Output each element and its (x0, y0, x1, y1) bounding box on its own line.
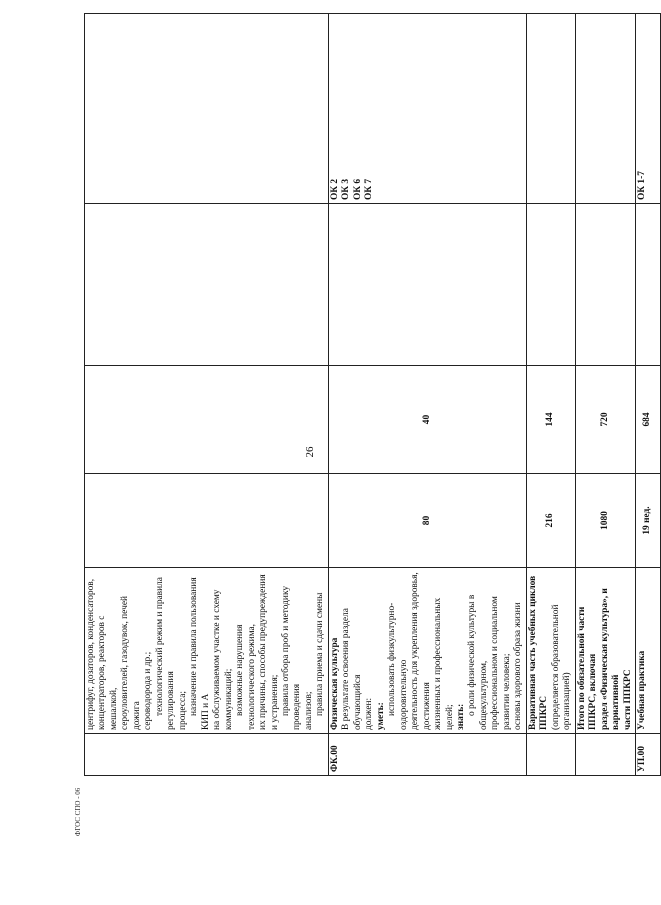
competencies-cell (85, 14, 329, 204)
table-row (636, 14, 661, 776)
page-number: 26 (304, 446, 316, 458)
index-cell (85, 734, 329, 776)
description-line: жизненных и профессиональных целей; (433, 597, 455, 730)
footer-mark: ФГОС СПО - 06 (74, 787, 82, 837)
competency-code: ОК 2 (329, 178, 340, 200)
description-line: (определяется образовательной организацией) (550, 604, 573, 730)
description-line: Учебная практика (637, 650, 648, 730)
description-line: сероводорода и др.; (143, 651, 154, 730)
description-line: профессиональном и социальном развитии человека; (490, 596, 512, 730)
description-cell (575, 568, 635, 734)
competencies-cell (526, 14, 575, 204)
max-hours-cell: 1080 (575, 474, 635, 568)
competency-code: ОК 6 (352, 178, 363, 200)
table-row (526, 14, 575, 776)
competency-code: ОК 1-7 (637, 171, 648, 200)
competencies-cell (636, 14, 661, 204)
description-line: Итого по обязательной части ППКРС, включая (576, 606, 599, 730)
max-hours-cell: 19 нед. (636, 474, 661, 568)
index-cell: УП.00 (636, 734, 661, 776)
required-hours-cell (85, 366, 329, 474)
discipline-cell (575, 204, 635, 366)
competency-code: ОК 7 (364, 178, 375, 200)
description-line: технологический режим и правила регулирования (154, 577, 177, 730)
description-line: деятельность для укрепления здоровья, достижения (410, 572, 432, 730)
description-line: на обслуживаемом участке и схему коммуникаций; (212, 589, 234, 730)
curriculum-table-wrap (84, 14, 653, 776)
required-hours-cell: 144 (526, 366, 575, 474)
description-line: использовать физкультурно-оздоровительную (387, 602, 409, 730)
max-hours-cell: 80 (328, 474, 526, 568)
discipline-cell (85, 204, 329, 366)
description-cell (328, 568, 526, 734)
competency-code: ОК 3 (341, 178, 352, 200)
description-line: Вариативная часть учебных циклов ППКРС (527, 575, 550, 730)
description-line: правила приема и сдачи смены (315, 592, 326, 716)
required-hours-cell: 684 (636, 366, 661, 474)
index-cell (526, 734, 575, 776)
description-line: основы здорового образа жизни (513, 602, 524, 730)
discipline-cell (328, 204, 526, 366)
description-line: их причины, способы предупреждения и устранения; (258, 574, 280, 730)
description-line: правила отбора проб и методику проведения (280, 585, 303, 730)
competencies-cell (575, 14, 635, 204)
table-row (85, 14, 329, 776)
description-line: процесса; (177, 690, 188, 730)
description-cell (85, 568, 329, 734)
description-line: концентраторов, реакторов с мешалкой, (97, 615, 119, 730)
description-line: анализов; (303, 691, 314, 730)
discipline-cell (636, 204, 661, 366)
description-line: сероуловителей, газодувок, печей дожига (120, 596, 142, 730)
description-line: раздел «Физическая культура», и вариативной (599, 588, 622, 730)
index-cell: ФК.00 (328, 734, 526, 776)
discipline-cell (526, 204, 575, 366)
competencies-cell (328, 14, 526, 204)
curriculum-table-body (85, 14, 661, 776)
description-line: Физическая культура (329, 637, 340, 730)
description-line: уметь: (375, 702, 386, 730)
description-line: В результате освоения раздела обучающийся (341, 608, 363, 730)
description-line: возможные нарушения технологического режима, (235, 623, 257, 730)
max-hours-cell (85, 474, 329, 568)
max-hours-cell: 216 (526, 474, 575, 568)
description-line: назначение и правила пользования КИП и А (189, 577, 211, 730)
description-line: знать: (456, 703, 466, 730)
description-line: должен: (364, 697, 375, 730)
required-hours-cell: 720 (575, 366, 635, 474)
table-row (575, 14, 635, 776)
rotated-table (84, 14, 653, 776)
curriculum-table (84, 13, 661, 776)
table-row (328, 14, 526, 776)
description-cell (526, 568, 575, 734)
description-line: о роли физической культуры в общекультурном, (467, 594, 489, 730)
required-hours-cell: 40 (328, 366, 526, 474)
description-line: части ППКРС (622, 669, 633, 730)
index-cell (575, 734, 635, 776)
description-line: центрифуг, дозаторов, конденсаторов, (86, 578, 96, 730)
description-cell (636, 568, 661, 734)
